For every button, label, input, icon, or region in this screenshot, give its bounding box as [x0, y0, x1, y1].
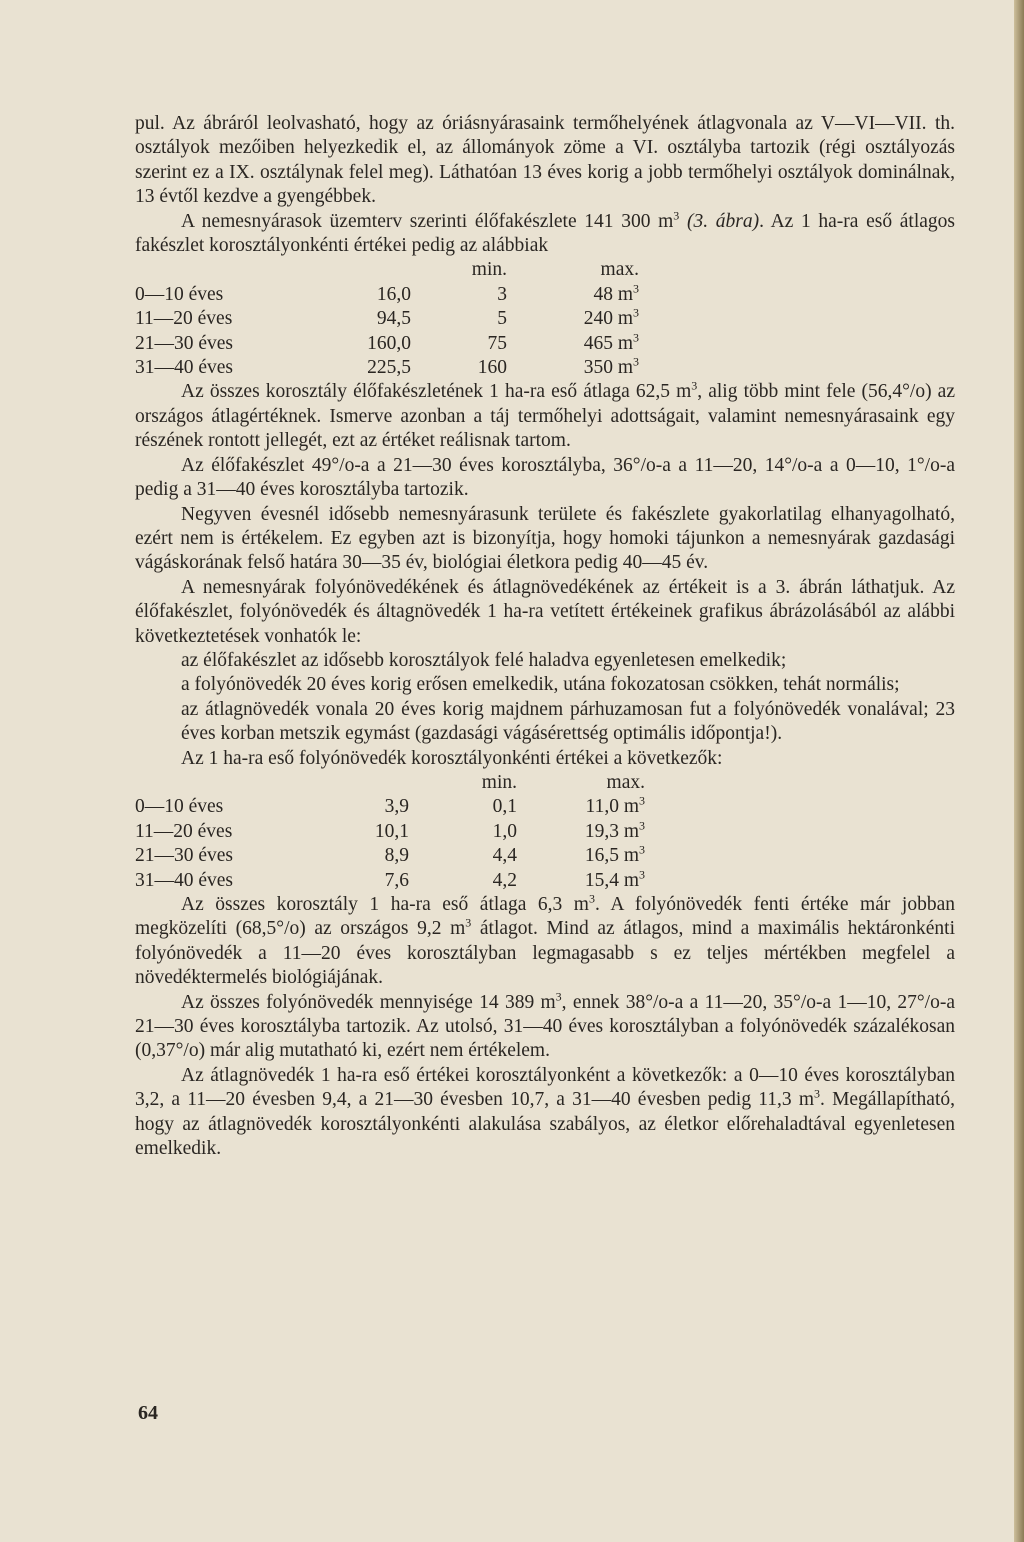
min-value: 0,1: [492, 796, 517, 818]
table-row: [135, 795, 645, 819]
average-value: 160,0: [367, 332, 411, 354]
average-value: 10,1: [374, 820, 409, 842]
min-value: 5: [497, 308, 507, 330]
conclusion-item-1: az élőfakészlet az idősebb korosztályok felé haladva egyenletesen emelkedik;: [181, 649, 787, 671]
paragraph-8: Az összes korosztály 1 ha-ra eső átlaga 6,3 $m^3$. A folyónövedék fenti értéke már jobban megközelíti (68,5°/o) az országos 9,2 $m^3$ átlagot. Mind az átlagos, mind a maximális hektáronkénti folyónövedék a 11—20 éves korosztályban legmagasabb s ez teljes mértékben megfelel a növedéktermelés biológiájának.: [135, 891, 955, 989]
table-header-row: [135, 258, 639, 282]
standing-stock-table: [135, 258, 639, 380]
average-value: 3,9: [384, 796, 409, 818]
min-value: 75: [487, 332, 507, 354]
min-value: 160: [477, 357, 507, 379]
paragraph-9: Az összes folyónövedék mennyisége 14 389 $m^3$, ennek 38°/o-a a 11—20, 35°/o-a 1—10, 27°/o-a 21—30 éves korosztályba tartozik. Az utolsó, 31—40 éves korosztályban a folyónövedék százalékosan (0,37°/o) már alig mutatható ki, ezért nem értékelem.: [135, 989, 956, 1062]
superscript: 3: [555, 989, 562, 1004]
age-class: 11—20 éves: [135, 308, 233, 330]
superscript: 3: [814, 1086, 821, 1101]
paragraph-3: Az összes korosztály élőfakészletének 1 ha-ra eső átlaga 62,5 $m^3$, alig több mint fele (56,4°/o) az országos átlagértéknek. Ismerve azonban a táj termőhelyi adottságait, valamint nemesnyárasaink egy részének rontott jellegét, ezt az értéket reálisnak tartom.: [135, 378, 955, 452]
age-class: 31—40 éves: [135, 357, 234, 379]
max-value: 350 $m^3$: [583, 354, 639, 379]
superscript: 3: [588, 891, 595, 906]
table-row: [135, 820, 645, 844]
page-edge: [1014, 0, 1024, 1542]
max-value: 465 $m^3$: [583, 330, 639, 354]
superscript: 3: [673, 208, 680, 223]
page-body: [135, 112, 955, 1161]
paragraph-10: Az átlagnövedék 1 ha-ra eső értékei korosztályonként a következők: a 0—10 éves korosztályban 3,2, a 11—20 évesben 9,4, a 21—30 évesben 10,7, a 31—40 évesben pedig 11,3 $m^3$. Megállapítható, hogy az átlagnövedék korosztályonkénti alakulása szabályos, az életkor előrehaladtával egyenletesen emelkedik.: [135, 1064, 955, 1160]
paragraph-2-text-b: . Az 1 ha-ra eső átlagos fakészlet korosztályonkénti értékei pedig az alábbiak: [135, 210, 956, 257]
table-row: [135, 356, 639, 380]
average-value: 8,9: [384, 845, 409, 867]
table-row: [135, 332, 639, 356]
superscript: 3: [465, 915, 472, 930]
max-value: 11,0 $m^3$: [585, 793, 645, 818]
age-class: 21—30 éves: [135, 845, 234, 867]
paragraph-6: A nemesnyárak folyónövedékének és átlagnövedékének az értékeit is a 3. ábrán láthatjuk. Az élőfakészlet, folyónövedék és áltagnövedék 1 ha-ra vetített értékeinek grafikus ábrázolásából az alábbi következtetések vonhatók le:: [135, 576, 955, 647]
header-max: max.: [600, 259, 639, 281]
superscript: 3: [691, 378, 698, 393]
header-min: min.: [471, 259, 507, 281]
paragraph-2-text-a: A nemesnyárasok üzemterv szerinti élőfakészlete 141 300 m: [181, 210, 674, 232]
table-row: [135, 307, 639, 331]
paragraph-1: pul. Az ábráról leolvasható, hogy az óriásnyárasaink termőhelyének átlagvonala az V—VI—VII. th. osztályok mezőiben helyezkedik el, az állományok zöme a VI. osztályba tartozik (régi osztályozás szerint ez a IX. osztálynak felel meg). Láthatóan 13 éves korig a jobb termőhelyi osztályok dominálnak, 13 évtől kezdve a gyengébbek.: [135, 113, 955, 208]
average-value: 94,5: [376, 308, 411, 330]
table-row: [135, 869, 645, 893]
average-value: 225,5: [367, 357, 411, 379]
age-class: 21—30 éves: [135, 332, 234, 354]
age-class: 11—20 éves: [135, 820, 233, 842]
table-header-row: [135, 771, 645, 795]
age-class: 0—10 éves: [135, 796, 224, 818]
max-value: 48 $m^3$: [593, 281, 639, 305]
min-value: 4,4: [492, 845, 517, 867]
figure-reference: (3. ábra): [679, 210, 760, 232]
average-value: 7,6: [384, 869, 409, 891]
table-row: [135, 844, 645, 868]
max-value: 16,5 $m^3$: [584, 842, 645, 867]
average-value: 16,0: [376, 283, 411, 305]
paragraph-5: Negyven évesnél idősebb nemesnyárasunk területe és fakészlete gyakorlatilag elhanyagolható, ezért nem is értékelem. Ez egyben azt is bizonyítja, hogy homoki tájunkon a nemesnyárak gazdasági vágáskorának felső határa 30—35 év, biológiai életkora pedig 40—45 év.: [135, 503, 955, 574]
header-min: min.: [481, 771, 517, 793]
paragraph-2: [135, 210, 955, 259]
current-increment-table: [135, 771, 645, 893]
max-value: 15,4 $m^3$: [584, 867, 645, 891]
age-class: 0—10 éves: [135, 283, 224, 305]
min-value: 4,2: [492, 869, 517, 891]
conclusion-item-2: a folyónövedék 20 éves korig erősen emelkedik, utána fokozatosan csökken, tehát normális;: [181, 674, 900, 696]
age-class: 31—40 éves: [135, 869, 234, 891]
min-value: 1,0: [492, 820, 517, 842]
min-value: 3: [497, 283, 507, 305]
page-number: 64: [138, 1402, 158, 1424]
max-value: 19,3 $m^3$: [584, 818, 645, 842]
header-max: max.: [606, 771, 645, 793]
conclusion-item-3: az átlagnövedék vonala 20 éves korig majdnem párhuzamosan fut a folyónövedék vonalával; 23 éves korban metszik egymást (gazdasági vágásérettség optimális időpontja!).: [181, 698, 955, 745]
table-row: [135, 283, 639, 307]
max-value: 240 $m^3$: [583, 305, 639, 330]
paragraph-7: Az 1 ha-ra eső folyónövedék korosztályonkénti értékei a következők:: [181, 747, 723, 769]
paragraph-4: Az élőfakészlet 49°/o-a a 21—30 éves korosztályba, 36°/o-a a 11—20, 14°/o-a a 0—10, 1°/o-a pedig a 31—40 éves korosztályba tartozik.: [135, 454, 955, 501]
